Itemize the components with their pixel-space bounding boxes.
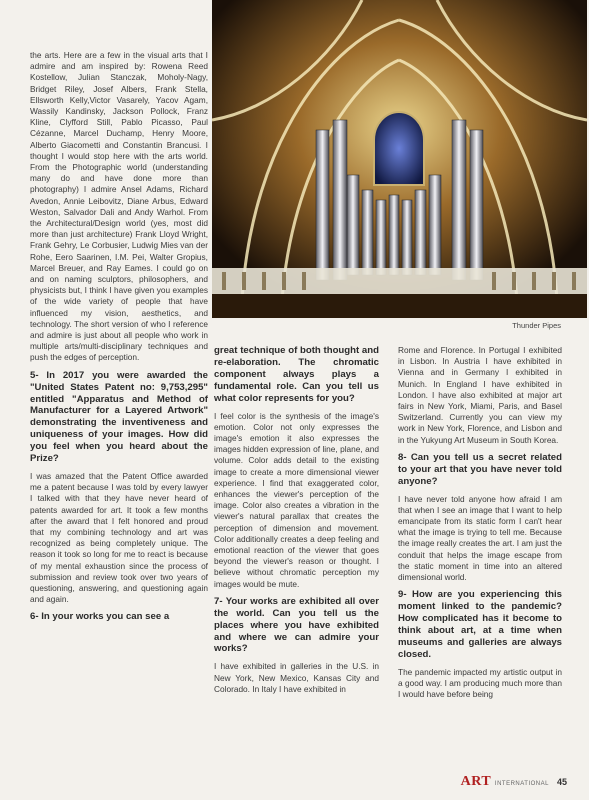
answer-8: I have never told anyone how afraid I am that when I see an image that I want to help emancipate from its static form I can't hear what the image is trying to tell me. Because the image really creates the art. I am just the conduit that helps the image escape from the static moment in time into an altered dimensional world.: [398, 493, 562, 582]
page-footer: [461, 774, 567, 790]
question-8: 8- Can you tell us a secret related to your art that you have never told anyone?: [398, 451, 562, 487]
intro-paragraph: the arts. Here are a few in the visual arts that I admire and am inspired by: Rowena Reed Kostellow, Julian Stanczak, Moholy-Nagy, Bridget Riley, Josef Albers, Frank Stella, Ellsworth Kelly,Victor Vasarely, Yacov Agam, Wassily Kandinsky, Jackson Pollock, Franz Kline, Clyfford Still, Pablo Picasso, Paul Cézanne, Marcel Duchamp, Henry Moore, Alberto Giacometti and Constantin Brancusi. I thought I would stop here with the arts world. From the Photographic world (understanding many do and have done more than photography) I admire Ansel Adams, Richard Avedon, Annie Leibovitz, Diane Arbus, Edward Weston, Salvador Dali and Andy Warhol. From the Architectural/Design world (yes, most did more than just architecture) Frank Lloyd Wright, Frank Gehry, Le Corbusier, Ludwig Mies van der Rohe, Eero Saarinen, I.M. Pei, Walter Gropius, Marcel Breuer, and Ray Eames. I could go on and on naming sculptors, philosophers, and physicists but, I think I have given you examples of the wide variety of people that have influenced my vision, aesthetics, and technology. The short version of who I reference and admire is just about all people who work in multiple arts/multi-disciplinary techniques and push the edges of perception.: [30, 50, 208, 363]
answer-9: The pandemic impacted my artistic output in a good way. I am producing much more than I would have before being: [398, 666, 562, 700]
question-5: 5- In 2017 you were awarded the "United States Patent no: 9,753,295" entitled "Apparatus and Method of Manufacturer for a Layered Artwork" demonstrating the inventiveness and uniqueness of your images. How did you feel when you heard about the Prize?: [30, 369, 208, 465]
right-column: [398, 345, 562, 706]
question-6-continued: great technique of both thought and re-elaboration. The chromatic component always plays a fundamental role. Can you tell us what color represents for you?: [214, 345, 379, 404]
middle-column: [214, 345, 379, 701]
photo-caption: Thunder Pipes: [512, 321, 561, 330]
answer-7-continued: Rome and Florence. In Portugal I exhibited in Lisbon. In Austria I have exhibited in Vienna and in Germany I exhibited in Munich. In England I have exhibited in London. I have also exhibited at major art fairs in New York, Miami, Paris, and Basel Switzerland. Currently you can view my work in New York, Florence, and Lisbon and in the Yukyung Art Museum in South Korea.: [398, 345, 562, 445]
question-9: 9- How are you experiencing this moment linked to the pandemic? How complicated has it become to think about art, at a time when museums and galleries are always closed.: [398, 589, 562, 660]
magazine-logo: ART INTERNATIONAL: [460, 774, 549, 789]
answer-5: I was amazed that the Patent Office awarded me a patent because I was told by every lawyer I talked with that they have never heard of patents awarded for art. It took a few months after the award that I felt honored and proud that my combining technology and art was recognized as being completely unique. The reason it took so long for me to react is because of my mental exhaustion since the process of submission and review took over two years of questioning, answering, and questioning again and again.: [30, 470, 208, 605]
question-7: 7- Your works are exhibited all over the world. Can you tell us the places where you have exhibited and where we can admire your works?: [214, 595, 379, 655]
artwork-photo: [212, 0, 587, 318]
answer-6: I feel color is the synthesis of the image's emotion. Color not only expresses the image's emotion it also expresses the images hidden expression of line, plane, and volume. Color adds detail to the existing image to create a more dimensional viewer experience. I find that exaggerated color, enhances the viewer's perception of the image. Color also creates a vibration in the viewer's natural parallax that creates the perception of dimension and movement. Color additionally creates a deep feeling and emotional reaction of the viewer that goes beyond the viewer's reason or thought. I believe without chromatic perception my images would be mute.: [214, 410, 379, 589]
answer-7: I have exhibited in galleries in the U.S. in New York, New Mexico, Kansas City and Colorado. In Italy I have exhibited in: [214, 661, 379, 694]
page-number: 45: [556, 777, 567, 787]
question-6-start: 6- In your works you can see a: [30, 611, 170, 623]
left-column: [30, 50, 208, 629]
organ-artwork-image: [212, 0, 587, 318]
